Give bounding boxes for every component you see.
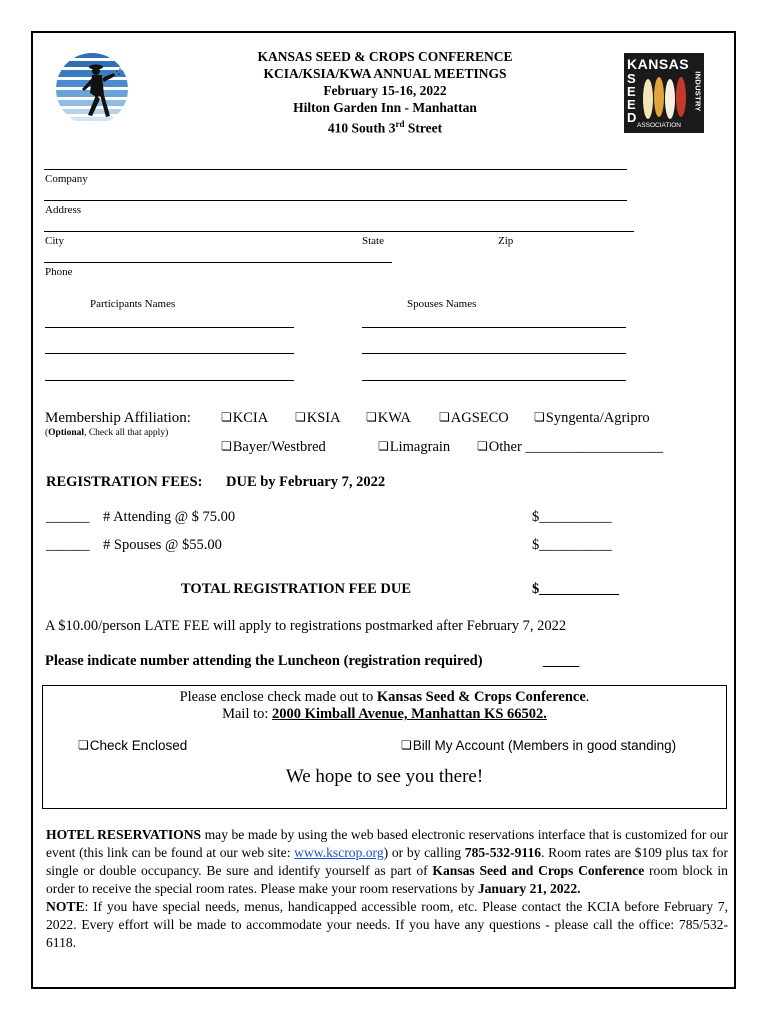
checkbox-bayer[interactable]: ❏ Bayer/Westbred <box>221 439 326 456</box>
zip-label: Zip <box>498 235 514 247</box>
luncheon-blank[interactable]: _____ <box>543 653 580 669</box>
spouse-line-3[interactable] <box>362 380 626 381</box>
attending-blank[interactable]: ______ <box>46 509 90 525</box>
checkbox-ksia[interactable]: ❏ KSIA <box>295 410 341 427</box>
website-link[interactable]: www.kscrop.org <box>294 845 384 860</box>
checkbox-bill-account[interactable]: ❏ Bill My Account (Members in good standing) <box>401 738 676 753</box>
city-state-zip-line[interactable] <box>44 231 634 232</box>
total-amount[interactable]: $___________ <box>532 581 619 597</box>
total-label: TOTAL REGISTRATION FEE DUE <box>181 581 412 597</box>
header-dates: February 15-16, 2022 <box>323 83 447 98</box>
enclose-check-text: Please enclose check made out to Kansas Seed & Crops Conference. <box>179 689 590 705</box>
attending-label: # Attending @ $ 75.00 <box>103 509 236 525</box>
company-label: Company <box>45 173 88 185</box>
spouse-line-1[interactable] <box>362 327 626 328</box>
phone-label: Phone <box>45 266 73 278</box>
company-line[interactable] <box>44 169 627 170</box>
city-label: City <box>45 235 64 247</box>
checkbox-syngenta[interactable]: ❏ Syngenta/Agripro <box>534 410 650 427</box>
membership-label: Membership Affiliation: <box>45 410 191 426</box>
fees-due: DUE by February 7, 2022 <box>226 474 386 490</box>
hotel-reservations: HOTEL RESERVATIONS may be made by using the web based electronic reservations interface that is customized for our event (this link can be found at our web site: www.kscrop.org) or by calling 785-532-9116. Room rates are $109 plus tax for single or double occupancy. Be sure and identify yourself as part of Kansas Seed and Crops Conference room block in order to receive the special room rates. Please make your room reservations by January 21, 2022. NOTE: If you have special needs, menus, handicapped accessible room, etc. Please contact the KCIA before February 7, 2022. Every effort will be made to accommodate your needs. If you have any questions - please call the office: 785/532-6118. <box>46 827 729 950</box>
checkbox-other[interactable]: ❏ Other ___________________ <box>477 439 663 456</box>
seed-shapes-icon <box>638 73 690 121</box>
checkbox-kcia[interactable]: ❏ KCIA <box>221 410 268 427</box>
attending-amount[interactable]: $__________ <box>532 509 612 525</box>
membership-note: (Optional, Check all that apply) <box>45 428 169 438</box>
phone-line[interactable] <box>44 262 392 263</box>
header-title: KANSAS SEED & CROPS CONFERENCE <box>257 49 513 64</box>
logo-kansas: KANSAS <box>627 56 690 72</box>
checkbox-limagrain[interactable]: ❏ Limagrain <box>378 439 450 456</box>
checkbox-agseco[interactable]: ❏ AGSECO <box>439 410 509 427</box>
fees-heading: REGISTRATION FEES: <box>46 474 203 490</box>
spouses-amount[interactable]: $__________ <box>532 537 612 553</box>
spouses-blank[interactable]: ______ <box>46 537 90 553</box>
logo-industry: INDUSTRY <box>693 71 703 112</box>
participants-label: Participants Names <box>90 298 176 310</box>
spouse-line-2[interactable] <box>362 353 626 354</box>
late-fee-notice: A $10.00/person LATE FEE will apply to registrations postmarked after February 7, 2022 <box>45 618 567 634</box>
address-label: Address <box>45 204 82 216</box>
checkbox-check-enclosed[interactable]: ❏ Check Enclosed <box>78 738 187 753</box>
spouses-fee-label: # Spouses @ $55.00 <box>103 537 222 553</box>
spouses-label: Spouses Names <box>407 298 477 310</box>
luncheon-label: Please indicate number attending the Luncheon (registration required) <box>45 653 483 669</box>
mail-to-text: Mail to: 2000 Kimball Avenue, Manhattan KS 66502. <box>222 706 547 722</box>
ksia-logo <box>624 53 704 133</box>
participant-line-2[interactable] <box>45 353 294 354</box>
logo-association: ASSOCIATION <box>637 122 681 129</box>
header-venue: Hilton Garden Inn - Manhattan <box>293 100 477 115</box>
sower-logo <box>52 45 132 135</box>
header-address: 410 South 3rd Street <box>327 119 443 136</box>
state-label: State <box>362 235 384 247</box>
participant-line-1[interactable] <box>45 327 294 328</box>
logo-seed-letters: S E E D <box>627 71 637 125</box>
checkbox-kwa[interactable]: ❏ KWA <box>366 410 411 427</box>
participant-line-3[interactable] <box>45 380 294 381</box>
hope-message: We hope to see you there! <box>285 766 484 787</box>
address-line[interactable] <box>44 200 627 201</box>
header-meetings: KCIA/KSIA/KWA ANNUAL MEETINGS <box>263 66 507 81</box>
conference-header <box>200 48 570 137</box>
